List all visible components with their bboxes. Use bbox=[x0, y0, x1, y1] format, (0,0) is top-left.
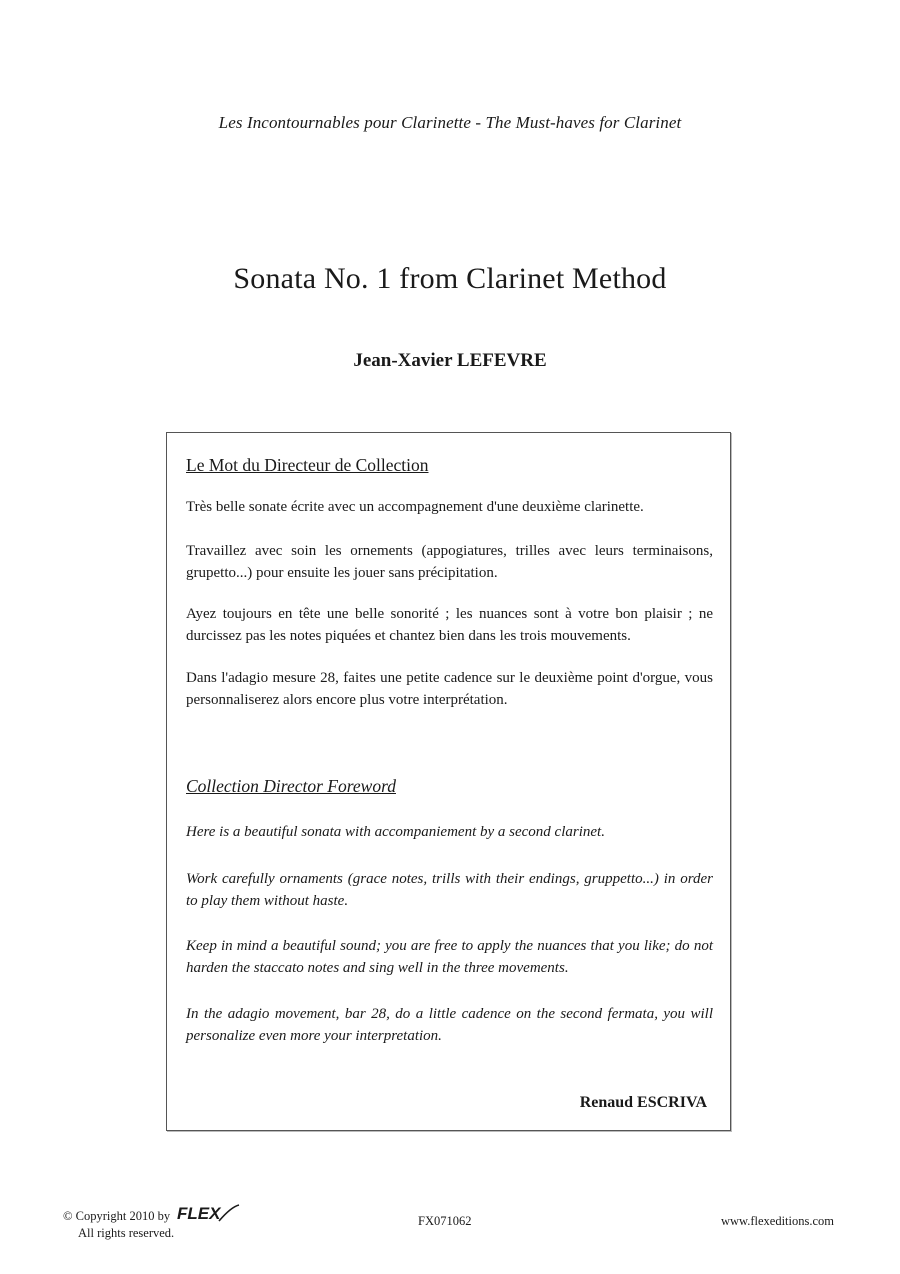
foreword-paragraph-fr-1: Très belle sonate écrite avec un accompagnement d'une deuxième clarinette. bbox=[186, 499, 644, 515]
copyright-text: © Copyright 2010 by bbox=[63, 1209, 171, 1223]
foreword-heading-en: Collection Director Foreword bbox=[186, 776, 396, 796]
foreword-paragraph-en-1: Here is a beautiful sonata with accompaniement by a second clarinet. bbox=[186, 824, 605, 840]
composer-name: Jean-Xavier LEFEVRE bbox=[353, 350, 547, 371]
footer-copyright-line bbox=[63, 1203, 241, 1225]
series-title: Les Incontournables pour Clarinette - The Must-haves for Clarinet bbox=[218, 113, 682, 132]
flex-logo-icon bbox=[175, 1203, 241, 1223]
foreword-paragraph-en-2: Work carefully ornaments (grace notes, trills with their endings, gruppetto...) in order to play them without haste. bbox=[186, 871, 713, 909]
footer-copyright-block bbox=[63, 1203, 241, 1242]
flex-logo-text: FLEX bbox=[177, 1204, 221, 1223]
foreword-paragraph-fr-2: Travaillez avec soin les ornements (appogiatures, trilles avec leurs terminaisons, grupetto...) pour ensuite les jouer sans précipitation. bbox=[186, 543, 713, 581]
foreword-paragraph-fr-3: Ayez toujours en tête une belle sonorité ; les nuances sont à votre bon plaisir ; ne durcissez pas les notes piquées et chantez bien dans les trois mouvements. bbox=[186, 606, 713, 644]
foreword-heading-fr: Le Mot du Directeur de Collection bbox=[186, 455, 429, 475]
catalog-code: FX071062 bbox=[418, 1214, 472, 1228]
website-url: www.flexeditions.com bbox=[720, 1214, 834, 1228]
foreword-paragraph-en-4: In the adagio movement, bar 28, do a little cadence on the second fermata, you will personalize even more your interpretation. bbox=[186, 1006, 713, 1044]
foreword-paragraph-fr-4: Dans l'adagio mesure 28, faites une petite cadence sur le deuxième point d'orgue, vous personnaliserez alors encore plus votre interprétation. bbox=[186, 670, 713, 708]
foreword-paragraph-en-3: Keep in mind a beautiful sound; you are free to apply the nuances that you like; do not harden the staccato notes and sing well in the three movements. bbox=[186, 938, 713, 976]
page-title: Sonata No. 1 from Clarinet Method bbox=[233, 262, 667, 295]
signature: Renaud ESCRIVA bbox=[579, 1094, 707, 1111]
rights-text: All rights reserved. bbox=[78, 1226, 175, 1240]
